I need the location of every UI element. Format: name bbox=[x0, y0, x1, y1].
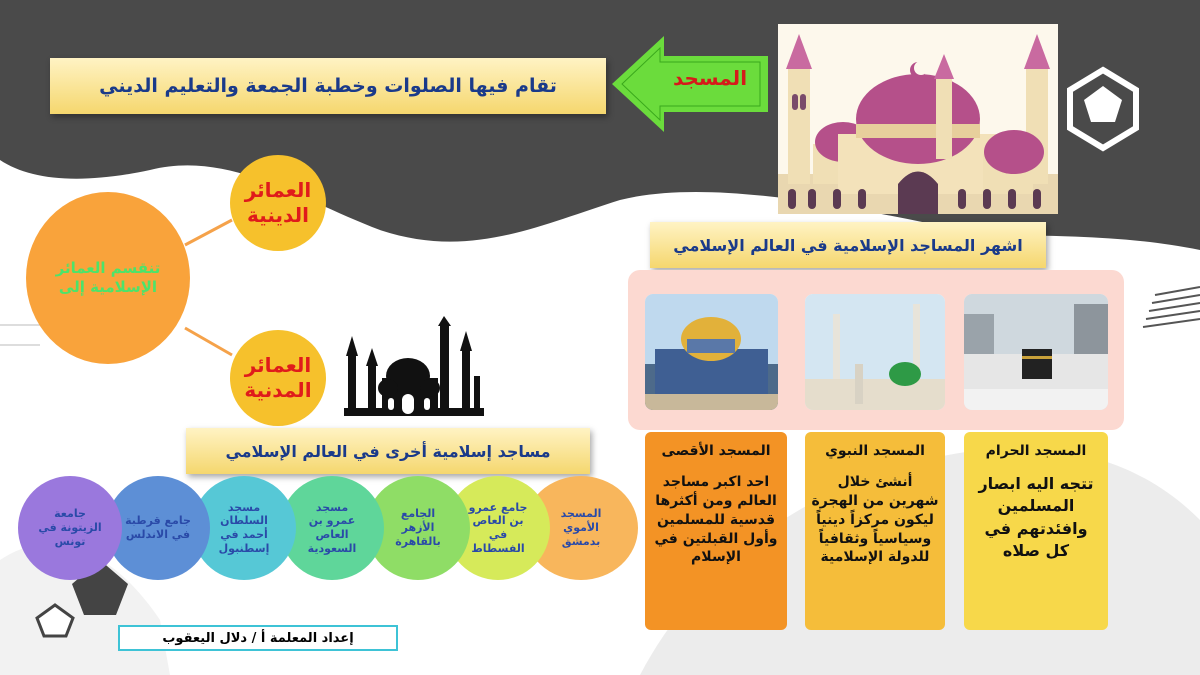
classification-center-circle bbox=[26, 192, 190, 364]
religious-buildings-circle bbox=[230, 155, 326, 251]
card-aqsa bbox=[645, 432, 787, 630]
card-nabawi-text: أنشئ خلال شهرين من الهجرة ليكون مركزاً دينياً وسياسياً وثقافياً للدولة الإسلامية bbox=[811, 473, 939, 566]
connector-line-religious bbox=[185, 220, 232, 245]
mosque-definition-banner bbox=[50, 58, 606, 114]
card-haram-text: تتجه اليه ابصار المسلمين وافئدتهم في كل صلاه bbox=[978, 473, 1094, 561]
mosque-illustration bbox=[778, 24, 1058, 214]
famous-mosques-title bbox=[650, 222, 1046, 268]
other-mosques-title bbox=[186, 428, 590, 474]
civil-buildings-circle bbox=[230, 330, 326, 426]
famous-mosques-title-text: اشهر المساجد الإسلامية في العالم الإسلامي bbox=[673, 235, 1023, 255]
card-nabawi-title: المسجد النبوي bbox=[825, 443, 925, 459]
mosque-label: المسجد bbox=[672, 66, 748, 90]
card-nabawi bbox=[805, 432, 945, 630]
civil-buildings-text: العمائر المدنية bbox=[244, 353, 312, 402]
other-mosque-azhar-label: الجامع الأزهر بالقاهرة bbox=[395, 507, 441, 548]
author-credit-text: إعداد المعلمة أ / دلال اليعقوب bbox=[162, 630, 354, 646]
connector-line-civil bbox=[185, 328, 232, 355]
classification-center-text: تنقسم العمائر الإسلامية إلى bbox=[55, 259, 161, 296]
religious-buildings-text: العمائر الدينية bbox=[244, 178, 312, 227]
kaaba-photo bbox=[964, 294, 1108, 410]
card-haram bbox=[964, 432, 1108, 630]
stripes-decor-left bbox=[0, 325, 40, 345]
other-mosques-title-text: مساجد إسلامية أخرى في العالم الإسلامي bbox=[225, 441, 551, 461]
mosque-definition-text: تقام فيها الصلوات وخطبة الجمعة والتعليم الديني bbox=[99, 75, 557, 97]
other-mosque-amr-saudi-label: مسجد عمرو بن العاص السعودية bbox=[307, 500, 357, 555]
other-mosque-zaytuna-label: جامعة الزيتونة في تونس bbox=[38, 507, 102, 548]
other-mosque-zaytuna bbox=[18, 476, 122, 580]
prophet-mosque-photo bbox=[805, 294, 945, 410]
card-aqsa-title: المسجد الأقصى bbox=[661, 443, 771, 459]
stripes-decor bbox=[1143, 287, 1200, 327]
mosque-silhouette-icon bbox=[344, 316, 484, 416]
other-mosque-umayyad-label: المسجد الأموي بدمشق bbox=[560, 507, 602, 548]
other-mosque-cordoba-label: جامع قرطبة في الاندلس bbox=[125, 514, 191, 541]
aqsa-mosque-photo bbox=[645, 294, 778, 410]
author-credit bbox=[118, 625, 398, 651]
other-mosque-sultan-ahmed-label: مسجد السلطان أحمد في إسطنبول bbox=[218, 500, 270, 555]
other-mosque-amr-fustat-label: جامع عمرو بن العاص في الفسطاط bbox=[468, 500, 528, 555]
card-haram-title: المسجد الحرام bbox=[985, 443, 1087, 459]
card-aqsa-text: احد اكبر مساجد العالم ومن أكثرها قدسية للمسلمين وأول القبلتين في الإسلام bbox=[654, 473, 778, 566]
